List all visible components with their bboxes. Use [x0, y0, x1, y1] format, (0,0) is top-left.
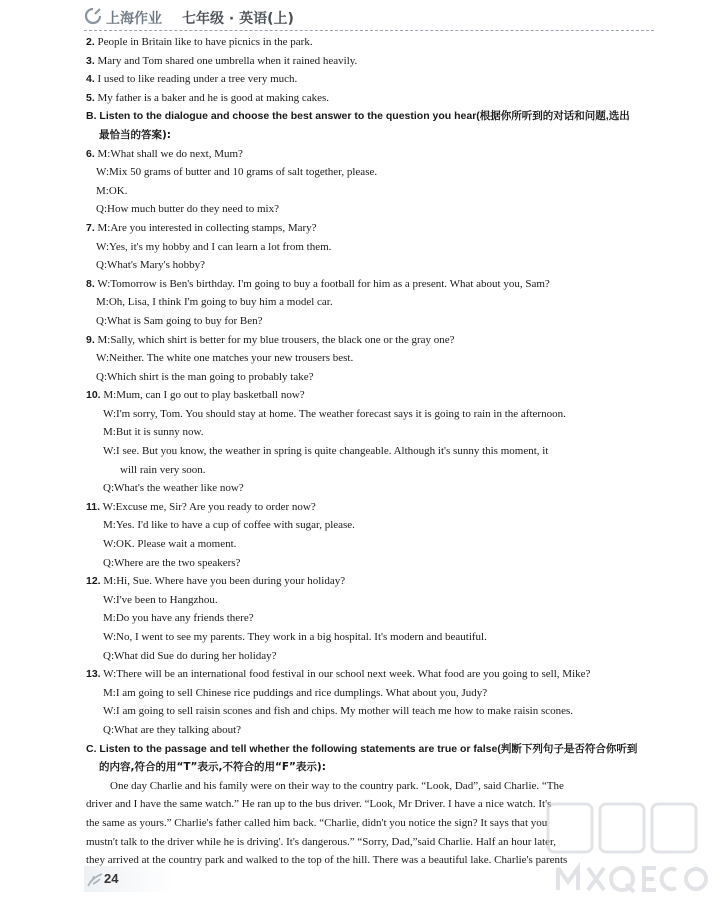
page-header [84, 6, 654, 31]
page-footer [84, 866, 174, 892]
dialogue-line [86, 219, 650, 238]
dialogue-text: Q:What are they talking about? [103, 723, 242, 736]
dialogue-text: Q:What's Mary's hobby? [96, 259, 206, 272]
dialogue-text: M:Yes. I'd like to have a cup of coffee with sugar, please. [103, 519, 355, 532]
dialogue-line [86, 423, 650, 442]
dialogue-line [86, 535, 650, 554]
item-number: 4. [86, 73, 95, 86]
dialogue-line [86, 145, 650, 164]
dialogue-line [86, 293, 650, 312]
section-b-heading: B. Listen to the dialogue and choose the best answer to the question you hear(根据你所听到的对话和问题,选出 [86, 110, 630, 123]
series-title: 上海作业 [106, 11, 162, 27]
dialogue-line [86, 368, 650, 387]
dialogue-text: W:There will be an international food festival in our school next week. What food are you going to sell, Mike? [103, 668, 591, 681]
question-number: 6. [86, 147, 95, 160]
list-item [86, 89, 650, 108]
dialogue-line [86, 665, 650, 684]
dialogue-text: W:I see. But you know, the weather in spring is quite changeable. Although it's sunny this moment, it [103, 445, 549, 458]
dialogue-text: Q:Which shirt is the man going to probably take? [96, 370, 314, 383]
passage-line: driver and I have the same watch.” He ran up to the bus driver. “Look, Mr Driver. I have a nice watch. It's [86, 798, 552, 811]
section-a-items [86, 33, 650, 107]
page-number: 24 [104, 871, 119, 886]
question-number: 13. [86, 668, 101, 681]
section-c-heading: C. Listen to the passage and tell whether the following statements are true or false(判断下列句子是否符合你听到 [86, 742, 638, 755]
dialogue-text: W:Excuse me, Sir? Are you ready to order now? [102, 500, 316, 513]
dialogue-line [86, 200, 650, 219]
question-number: 7. [86, 221, 95, 234]
dialogue-line [86, 163, 650, 182]
dialogue-text: Q:What is Sam going to buy for Ben? [96, 314, 263, 327]
dialogue-text: M:Oh, Lisa, I think I'm going to buy him a model car. [96, 296, 333, 309]
book-title: 七年级 · 英语(上) [182, 11, 294, 27]
item-text: I used to like reading under a tree very much. [97, 73, 298, 86]
item-text: People in Britain like to have picnics in the park. [97, 36, 313, 48]
dialogue-line [86, 386, 650, 405]
dialogue-text: Q:Where are the two speakers? [103, 556, 241, 569]
section-b-dialogues [86, 145, 650, 740]
dialogue-line [86, 349, 650, 368]
dialogue-text: M:Sally, which shirt is better for my blue trousers, the black one or the gray one? [97, 333, 455, 346]
dialogue-line [86, 275, 650, 294]
dialogue-line [86, 609, 650, 628]
dialogue-line [86, 702, 650, 721]
passage-line: mustn't talk to the driver while he is driving'. It's dangerous.” “Sorry, Dad,”said Charlie. Half an hour later, [86, 835, 557, 848]
dialogue-line [86, 647, 650, 666]
list-item [86, 70, 650, 89]
dialogue-line [86, 331, 650, 350]
dialogue-line [86, 442, 650, 461]
dialogue-line [86, 238, 650, 257]
section-c-heading-cont: 的内容,符合的用“T”表示,不符合的用“F”表示): [99, 761, 326, 774]
dialogue-text: M:What shall we do next, Mum? [97, 147, 243, 160]
page-content [86, 33, 650, 870]
dialogue-text: W:No, I went to see my parents. They work in a big hospital. It's modern and beautiful. [103, 631, 487, 643]
dialogue-text: M:Mum, can I go out to play basketball now? [103, 389, 305, 402]
dialogue-line [86, 591, 650, 610]
dialogue-text: M:Do you have any friends there? [103, 612, 254, 625]
dialogue-line [86, 405, 650, 424]
question-number: 12. [86, 575, 101, 588]
dialogue-text: W:I've been to Hangzhou. [103, 593, 218, 606]
dialogue-line [86, 516, 650, 535]
dialogue-text: Q:What's the weather like now? [103, 482, 244, 495]
watermark-logo [540, 798, 712, 898]
question-number: 10. [86, 389, 101, 402]
question-number: 9. [86, 333, 95, 346]
dialogue-text: M:Are you interested in collecting stamps, Mary? [97, 221, 317, 234]
dialogue-line [86, 554, 650, 573]
question-number: 11. [86, 500, 101, 513]
dialogue-text: W:Tomorrow is Ben's birthday. I'm going to buy a football for him as a present. What about you, Sam? [97, 277, 550, 290]
dialogue-text: W:I'm sorry, Tom. You should stay at home. The weather forecast says it is going to rain in the afternoon. [103, 407, 566, 420]
dialogue-line [86, 684, 650, 703]
item-text: Mary and Tom shared one umbrella when it rained heavily. [97, 54, 358, 67]
section-b-heading-cont: 最恰当的答案): [99, 128, 171, 141]
item-text: My father is a baker and he is good at making cakes. [97, 91, 330, 104]
dialogue-line [86, 572, 650, 591]
dialogue-line [86, 721, 650, 740]
dialogue-text: W:Yes, it's my hobby and I can learn a lot from them. [96, 240, 332, 253]
passage-line: One day Charlie and his family were on their way to the country park. “Look, Dad”, said Charlie. “The [110, 779, 564, 792]
dialogue-text: M:OK. [96, 184, 128, 197]
dialogue-line [86, 498, 650, 517]
dialogue-text: M:I am going to sell Chinese rice puddings and rice dumplings. What about you, Judy? [103, 686, 488, 699]
dialogue-text: W:Mix 50 grams of butter and 10 grams of salt together, please. [96, 166, 378, 179]
dialogue-line [86, 182, 650, 201]
series-logo-icon [84, 7, 102, 25]
item-number: 2. [86, 36, 95, 48]
dialogue-line [86, 461, 650, 480]
list-item [86, 33, 650, 52]
flower-ornament-icon [84, 868, 106, 890]
passage-line: they arrived at the country park and walked to the top of the hill. There was a beautiful lake. Charlie's parents [86, 854, 568, 867]
dialogue-text: W:I am going to sell raisin scones and fish and chips. My mother will teach me how to make raisin scones. [103, 705, 574, 718]
dialogue-line [86, 628, 650, 647]
question-number: 8. [86, 277, 95, 290]
item-number: 3. [86, 54, 95, 67]
dialogue-text: Q:What did Sue do during her holiday? [103, 649, 277, 662]
dialogue-text: Q:How much butter do they need to mix? [96, 203, 279, 216]
list-item [86, 52, 650, 71]
dialogue-line [86, 256, 650, 275]
passage-line: the same as yours.” Charlie's father called him back. “Charlie, didn't you notice the sign? It says that you [86, 816, 548, 829]
dialogue-text: M:But it is sunny now. [103, 426, 204, 439]
dialogue-text: will rain very soon. [120, 463, 206, 476]
dialogue-line [86, 479, 650, 498]
item-number: 5. [86, 91, 95, 104]
dialogue-text: W:Neither. The white one matches your new trousers best. [96, 352, 354, 365]
dialogue-text: W:OK. Please wait a moment. [103, 538, 237, 551]
dialogue-text: M:Hi, Sue. Where have you been during your holiday? [103, 575, 346, 588]
dialogue-line [86, 312, 650, 331]
